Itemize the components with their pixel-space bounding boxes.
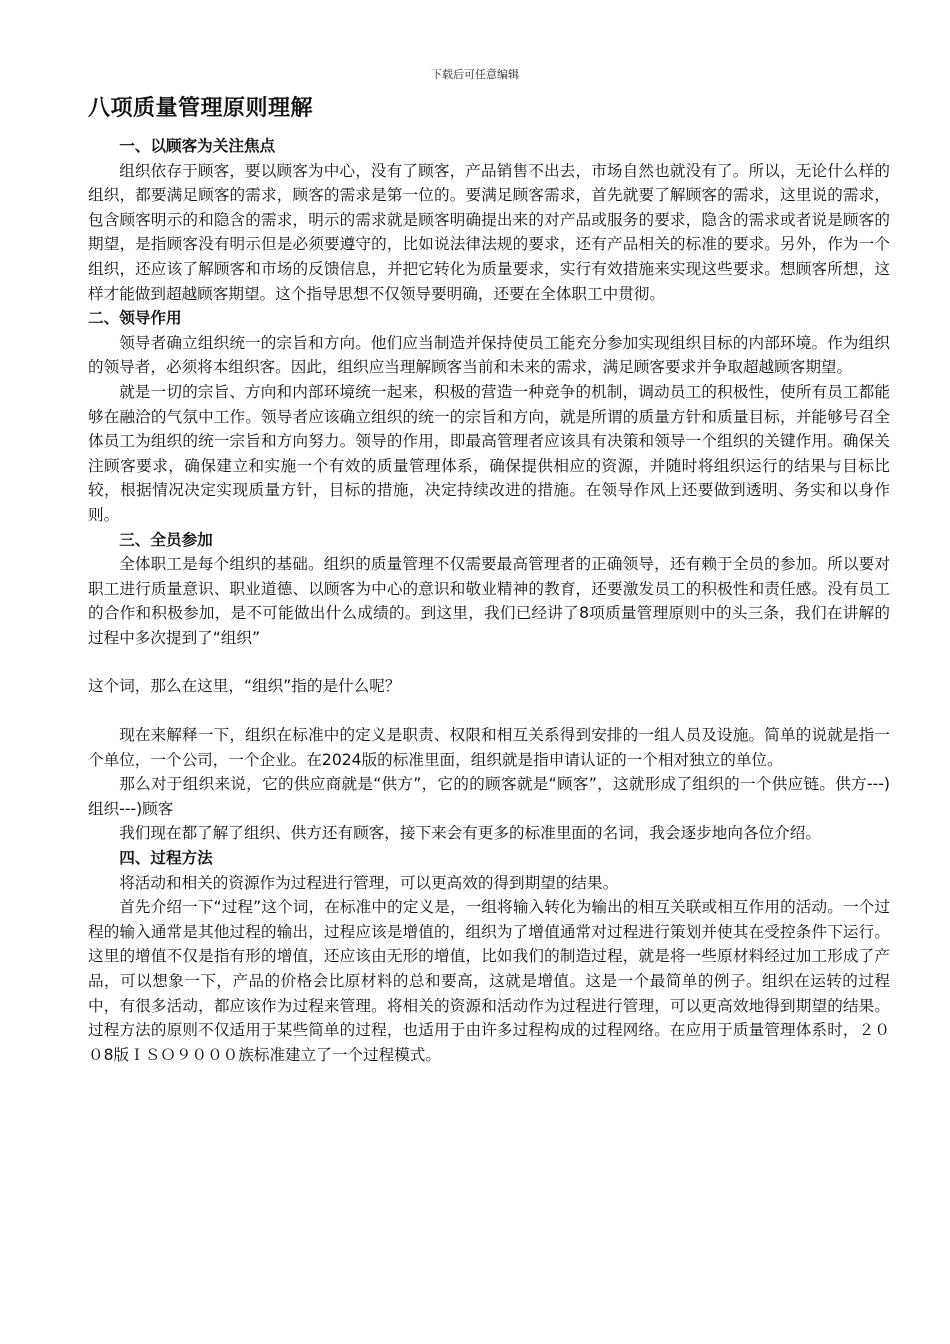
section-heading-leadership: 二、领导作用	[88, 309, 182, 328]
document-body	[88, 134, 890, 1067]
section-heading-customer-focus: 一、以顾客为关注焦点	[119, 137, 276, 155]
document-title: 八项质量管理原则理解	[88, 96, 314, 121]
paragraph: 那么对于组织来说，它的供应商就是“供方”，它的的顾客就是“顾客”，这就形成了组织的一个供应链。供方---)组织---)顾客	[88, 775, 890, 818]
paragraph: 领导者确立组织统一的宗旨和方向。他们应当制造并保持使员工能充分参加实现组织目标的内部环境。作为组织的领导者，必须将本组织客。因此，组织应当理解顾客当前和未来的需求，满足顾客要求并争取超越顾客期望。	[88, 333, 890, 377]
paragraph: 将活动和相关的资源作为过程进行管理，可以更高效的得到期望的结果。	[119, 873, 619, 892]
paragraph: 我们现在都了解了组织、供方还有顾客，接下来会有更多的标准里面的名词，我会逐步地向各位介绍。	[119, 824, 821, 843]
section-heading-process-approach: 四、过程方法	[119, 849, 213, 868]
paragraph: 就是一切的宗旨、方向和内部环境统一起来，积极的营造一种竞争的机制，调动员工的积极性，使所有员工都能够在融洽的气氛中工作。领导者应该确立组织的统一的宗旨和方向，就是所谓的质量方针和质量目标，并能够号召全体员工为组织的统一宗旨和方向努力。领导的作用，即最高管理者应该具有决策和领导一个组织的关键作用。确保关注顾客要求，确保建立和实施一个有效的质量管理体系，确保提供相应的资源，并随时将组织运行的结果与目标比较，根据情况决定实现质量方针，目标的措施，决定持续改进的措施。在领导作风上还要做到透明、务实和以身作则。	[88, 382, 890, 524]
paragraph: 组织依存于顾客，要以顾客为中心，没有了顾客，产品销售不出去，市场自然也就没有了。所以，无论什么样的组织，都要满足顾客的需求，顾客的需求是第一位的。要满足顾客需求，首先就要了解顾客的需求，这里说的需求，包含顾客明示的和隐含的需求，明示的需求就是顾客明确提出来的对产品或服务的要求，隐含的需求或者说是顾客的期望，是指顾客没有明示但是必须要遵守的，比如说法律法规的要求，还有产品相关的标准的要求。另外，作为一个组织，还应该了解顾客和市场的反馈信息，并把它转化为质量要求，实行有效措施来实现这些要求。想顾客所想，这样才能做到超越顾客期望。这个指导思想不仅领导要明确，还要在全体职工中贯彻。	[88, 161, 890, 303]
paragraph: 首先介绍一下“过程”这个词，在标准中的定义是，一组将输入转化为输出的相互关联或相互作用的活动。一个过程的输入通常是其他过程的输出，过程应该是增值的，组织为了增值通常对过程进行策划并使其在受控条件下运行。这里的增值不仅是指有形的增值，还应该由无形的增值，比如我们的制造过程，就是将一些原材料经过加工形成了产品，可以想象一下，产品的价格会比原材料的总和要高，这就是增值。这是一个最简单的例子。组织在运转的过程中，有很多活动，都应该作为过程来管理。将相关的资源和活动作为过程进行管理，可以更高效地得到期望的结果。过程方法的原则不仅适用于某些简单的过程，也适用于由许多过程构成的过程网络。在应用于质量管理体系时，２００8版ＩＳＯ９０００族标准建立了一个过程模式。	[88, 898, 890, 1064]
header-note: 下载后可任意编辑	[431, 68, 519, 81]
paragraph: 现在来解释一下，组织在标准中的定义是职责、权限和相互关系得到安排的一组人员及设施。简单的说就是指一个单位，一个公司，一个企业。在2024版的标准里面，组织就是指申请认证的一个相对独立的单位。	[88, 726, 890, 769]
paragraph: 这个词，那么在这里，“组织”指的是什么呢？	[88, 677, 401, 696]
paragraph: 全体职工是每个组织的基础。组织的质量管理不仅需要最高管理者的正确领导，还有赖于全员的参加。所以要对职工进行质量意识、职业道德、以顾客为中心的意识和敬业精神的教育，还要激发员工的积极性和责任感。没有员工的合作和积极参加，是不可能做出什么成绩的。到这里，我们已经讲了8项质量管理原则中的头三条，我们在讲解的过程中多次提到了“组织”	[88, 555, 890, 647]
section-heading-involvement: 三、全员参加	[119, 530, 213, 549]
